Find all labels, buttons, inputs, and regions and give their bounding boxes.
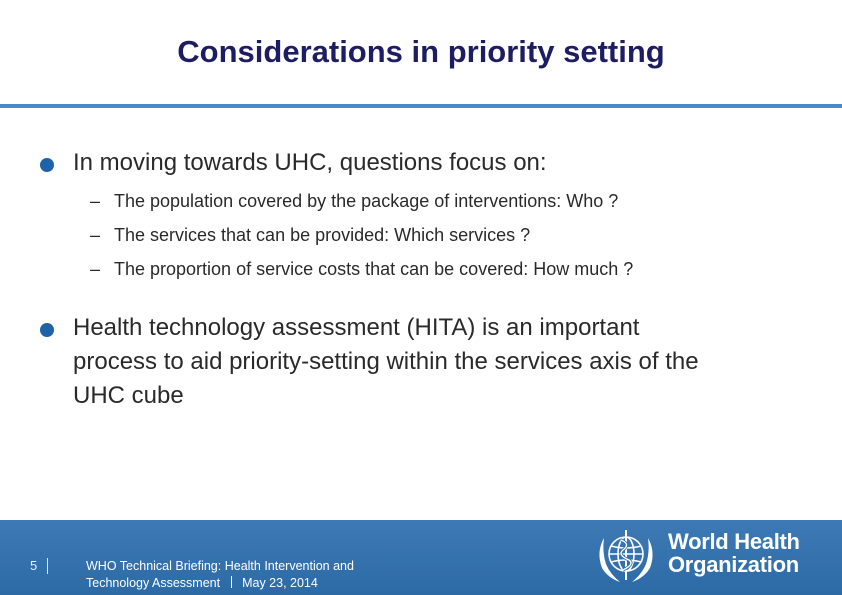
slide-title: Considerations in priority setting	[177, 34, 665, 69]
footer-separator	[231, 576, 232, 588]
bullet-dot-icon	[40, 158, 54, 172]
who-wordmark-line-2: Organization	[668, 552, 799, 577]
dash-icon: –	[90, 191, 101, 211]
sub-item-3-text: The proportion of service costs that can be covered: How much ?	[114, 259, 634, 279]
who-emblem-icon	[590, 524, 662, 588]
footer-text	[86, 558, 354, 592]
footer-line-2-left: Technology Assessment	[86, 576, 221, 590]
sub-item-1-text: The population covered by the package of interventions: Who ?	[114, 191, 619, 211]
sub-item-1	[90, 184, 618, 218]
footer-bar	[0, 520, 842, 595]
dash-icon: –	[90, 225, 101, 245]
bullet-1	[40, 146, 547, 180]
sub-item-2	[90, 218, 530, 252]
footer-date: May 23, 2014	[242, 576, 318, 590]
bullet-1-text: In moving towards UHC, questions focus on:	[73, 149, 547, 176]
sub-item-3	[90, 252, 633, 286]
bullet-2-line-1: Health technology assessment (HITA) is an important	[73, 314, 640, 341]
who-wordmark-line-1: World Health	[668, 529, 800, 554]
footer-separator	[47, 558, 48, 574]
bullet-2	[40, 311, 699, 413]
page-number: 5	[30, 558, 38, 573]
footer-line-1: WHO Technical Briefing: Health Intervention and	[86, 559, 354, 573]
bullet-2-line-2: process to aid priority-setting within the services axis of the	[73, 348, 699, 375]
bullet-dot-icon	[40, 323, 54, 337]
bullet-2-line-3: UHC cube	[73, 382, 184, 409]
sub-item-2-text: The services that can be provided: Which services ?	[114, 225, 531, 245]
dash-icon: –	[90, 259, 101, 279]
title-divider	[0, 104, 842, 108]
who-wordmark	[668, 530, 800, 576]
